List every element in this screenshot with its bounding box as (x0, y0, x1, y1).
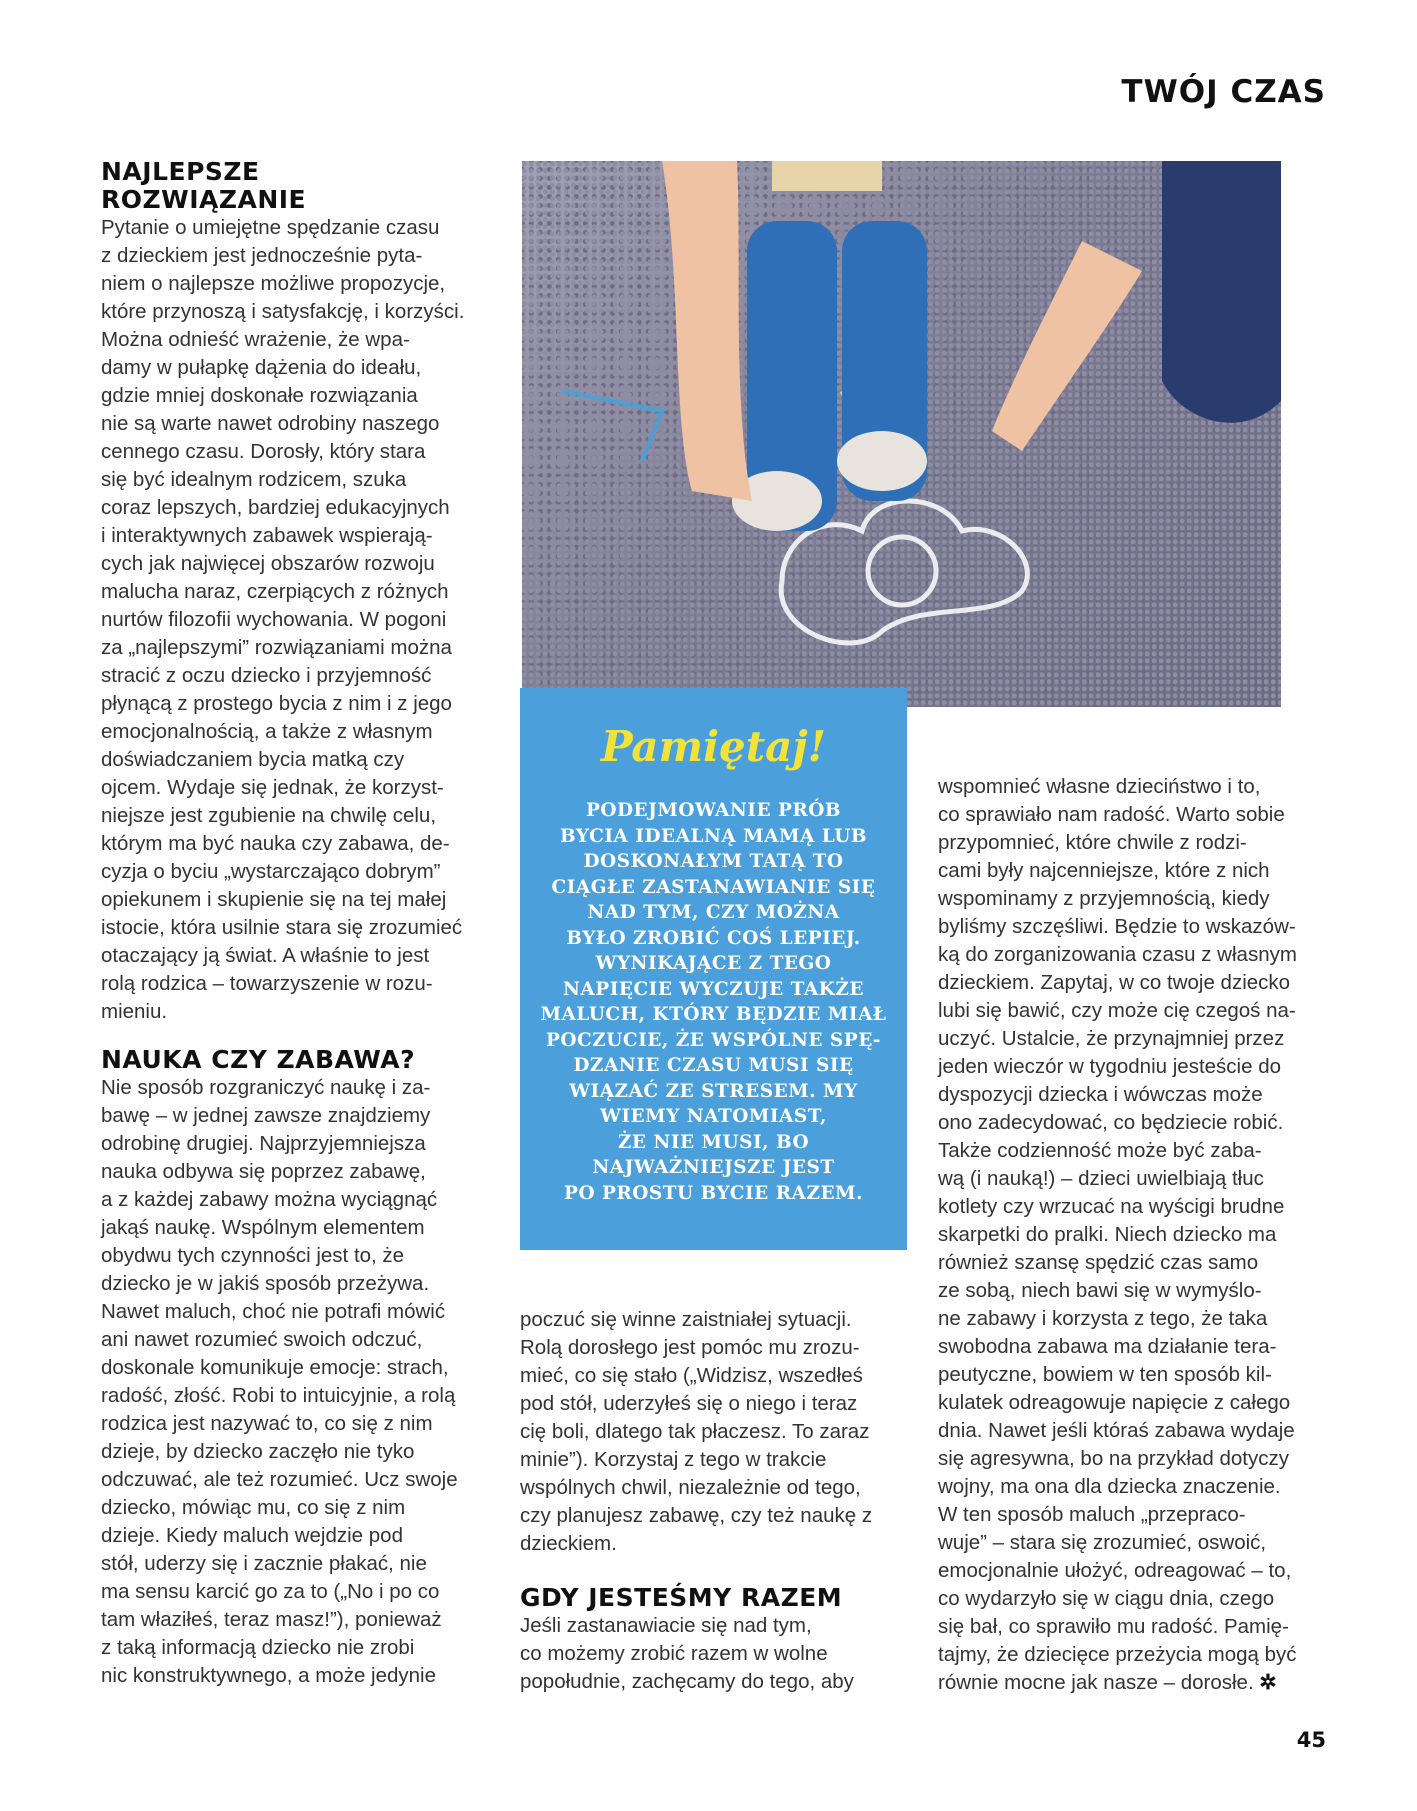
text-line: WIĄZAĆ ZE STRESEM. MY (569, 1080, 858, 1102)
text-line: Można odnieść wrażenie, że wpa- (101, 328, 410, 351)
text-line: ŻE NIE MUSI, BO (617, 1131, 810, 1153)
heading-nauka-czy-zabawa: NAUKA CZY ZABAWA? (101, 1045, 416, 1074)
text-line: CIĄGŁE ZASTANAWIANIE SIĘ (551, 876, 876, 898)
text-line: Rolą dorosłego jest pomóc mu zrozu- (520, 1336, 860, 1359)
text-line: lubi się bawić, czy może cię czegoś na- (938, 999, 1296, 1022)
text-line: DZANIE CZASU MUSI SIĘ (573, 1055, 854, 1076)
heading-gdy-jestesmy-razem: GDY JESTEŚMY RAZEM (520, 1583, 843, 1612)
text-line: dnia. Nawet jeśli któraś zabawa wydaje (938, 1419, 1295, 1442)
text-line: radość, złość. Robi to intuicyjnie, a rolą (101, 1384, 456, 1407)
column-2 (520, 1306, 910, 1696)
text-line: emocjonalnością, a także z własnym (101, 720, 433, 743)
callout-title: Pamiętaj! (600, 722, 827, 771)
text-line: BYCIA IDEALNĄ MAMĄ LUB (559, 825, 868, 847)
text-line: się bał, co sprawiło mu radość. Pamię- (938, 1615, 1289, 1638)
text-line: Pytanie o umiejętne spędzanie czasu (101, 216, 440, 239)
text-line: wuje” – stara się zrozumieć, oswoić, (938, 1531, 1267, 1554)
text-line: które przynoszą i satysfakcję, i korzyści. (101, 300, 465, 323)
text-line: istocie, która usilnie stara się zrozumieć (101, 916, 463, 939)
text-line: i interaktywnych zabawek wspierają- (101, 524, 433, 547)
paragraph-col2-continuation (520, 1306, 910, 1558)
text-line: którym ma być nauka czy zabawa, de- (101, 832, 450, 855)
text-line: swobodna zabawa ma działanie tera- (938, 1335, 1277, 1358)
text-line: doświadczaniem bycia matką czy (101, 748, 405, 771)
text-line: z taką informacją dziecko nie zrobi (101, 1636, 415, 1659)
text-line: przypomnieć, które chwile z rodzi- (938, 831, 1247, 854)
text-line: mieć, co się stało („Widzisz, wszedłeś (520, 1364, 863, 1387)
text-line: NAPIĘCIE WYCZUJE TAKŻE (563, 978, 864, 1000)
text-line: damy w pułapkę dążenia do ideału, (101, 356, 422, 379)
text-line: mieniu. (101, 1000, 168, 1023)
text-line: minie”). Korzystaj z tego w trakcie (520, 1448, 827, 1471)
text-line: popołudnie, zachęcamy do tego, aby (520, 1670, 854, 1693)
text-line: co sprawiało nam radość. Warto sobie (938, 803, 1285, 826)
text-line: dzieckiem. Zapytaj, w co twoje dziecko (938, 971, 1291, 994)
text-line: PO PROSTU BYCIE RAZEM. (564, 1182, 863, 1204)
text-line: Jeśli zastanawiacie się nad tym, (520, 1614, 812, 1637)
text-line: odczuwać, ale też rozumieć. Ucz swoje (101, 1468, 458, 1491)
text-line: ma sensu karcić go za to („No i po co (101, 1580, 440, 1603)
text-line: poczuć się winne zaistniałej sytuacji. (520, 1308, 852, 1331)
text-line: płynącą z prostego bycia z nim i z jego (101, 692, 452, 715)
text-line: cyzja o byciu „wystarczająco dobrym” (101, 860, 441, 883)
text-line: otaczający ją świat. A właśnie to jest (101, 944, 430, 967)
text-line: dzieckiem. (520, 1532, 617, 1555)
text-line: Nie sposób rozgraniczyć naukę i za- (101, 1076, 431, 1099)
text-line: cych jak najwięcej obszarów rozwoju (101, 552, 435, 575)
text-line: pod stół, uderzyłeś się o niego i teraz (520, 1392, 858, 1415)
text-line: z dzieckiem jest jednocześnie pyta- (101, 244, 423, 267)
end-of-article-mark-icon: ✲ (1253, 1671, 1277, 1694)
text-line: nie są warte nawet odrobiny naszego (101, 412, 440, 435)
text-line: się agresywna, bo na przykład dotyczy (938, 1447, 1289, 1470)
text-line: byliśmy szczęśliwi. Będzie to wskazów- (938, 915, 1296, 938)
text-line: WIEMY NATOMIAST, (600, 1106, 827, 1127)
text-line: dziecko, mówiąc mu, co się z nim (101, 1496, 406, 1519)
text-line: cię boli, dlatego tak płaczesz. To zaraz (520, 1420, 870, 1443)
text-line: ojcem. Wydaje się jednak, że korzyst- (101, 776, 444, 799)
text-line: co możemy zrobić razem w wolne (520, 1642, 828, 1665)
text-line: uczyć. Ustalcie, że przynajmniej przez (938, 1027, 1285, 1050)
column-3 (938, 773, 1330, 1697)
children-chalk-drawing-photo (522, 161, 1281, 707)
section-title: TWÓJ CZAS (1121, 74, 1326, 110)
text-line: czy planujesz zabawę, czy też naukę z (520, 1504, 873, 1527)
text-line: wspominamy z przyjemnością, kiedy (938, 887, 1270, 910)
text-line: peutyczne, bowiem w ten sposób kil- (938, 1363, 1272, 1386)
text-line: równie mocne jak nasze – dorosłe. ✲ (938, 1671, 1277, 1694)
text-line: niem o najlepsze możliwe propozycje, (101, 272, 446, 295)
text-line: za „najlepszymi” rozwiązaniami można (101, 636, 452, 659)
text-line: ono zadecydować, co będziecie robić. (938, 1111, 1284, 1134)
text-line: nurtów filozofii wychowania. W pogoni (101, 608, 447, 631)
text-line: kulatek odreagowuje napięcie z całego (938, 1391, 1291, 1414)
text-line: cami były najcenniejsze, które z nich (938, 859, 1270, 882)
text-line: MALUCH, KTÓRY BĘDZIE MIAŁ (540, 1004, 887, 1025)
text-line: rolą rodzica – towarzyszenie w rozu- (101, 972, 433, 995)
text-line: tajmy, że dziecięce przeżycia mogą być (938, 1643, 1297, 1666)
text-line: kotlety czy wrzucać na wyścigi brudne (938, 1195, 1285, 1218)
paragraph-col3 (938, 773, 1330, 1697)
text-line: gdzie mniej doskonałe rozwiązania (101, 384, 418, 407)
text-line: coraz lepszych, bardziej edukacyjnych (101, 496, 450, 519)
paragraph-gdy-jestesmy-razem (520, 1612, 910, 1696)
text-line: dzieje, by dziecko zaczęło nie tyko (101, 1440, 415, 1463)
heading-line: NAJLEPSZE (101, 157, 260, 186)
text-line: dziecko je w jakiś sposób przeżywa. (101, 1272, 430, 1295)
text-line: Nawet maluch, choć nie potrafi mówić (101, 1300, 446, 1323)
text-line: W ten sposób maluch „przepraco- (938, 1503, 1246, 1526)
column-1 (101, 158, 493, 1690)
text-line: malucha naraz, czerpiących z różnych (101, 580, 449, 603)
text-line: emocjonalnie ułożyć, odreagować – to, (938, 1559, 1292, 1582)
text-line: stracić z oczu dziecko i przyjemność (101, 664, 432, 687)
remember-callout-box (520, 688, 907, 1250)
heading-line: ROZWIĄZANIE (101, 185, 307, 214)
text-line: bawę – w jednej zawsze znajdziemy (101, 1104, 431, 1127)
text-line: dyspozycji dziecka i wówczas może (938, 1083, 1263, 1106)
text-line: stół, uderzy się i zacznie płakać, nie (101, 1552, 427, 1575)
text-line: obydwu tych czynności jest to, że (101, 1244, 405, 1267)
text-line: ze sobą, niech bawi się w wymyślo- (938, 1279, 1262, 1302)
text-line: opiekunem i skupienie się na tej małej (101, 888, 447, 911)
photo-illustration (522, 161, 1281, 707)
text-line: ani nawet rozumieć swoich odczuć, (101, 1328, 423, 1351)
text-line: BYŁO ZROBIĆ COŚ LEPIEJ. (566, 927, 861, 949)
text-line: doskonale komunikuje emocje: strach, (101, 1356, 449, 1379)
text-line: wspomnieć własne dzieciństwo i to, (938, 775, 1261, 798)
text-line: nic konstruktywnego, a może jedynie (101, 1664, 437, 1687)
text-line: wspólnych chwil, niezależnie od tego, (520, 1476, 861, 1499)
text-line: co wydarzyło się w ciągu dnia, czego (938, 1587, 1275, 1610)
text-line: wą (i nauką!) – dzieci uwielbiają tłuc (938, 1167, 1264, 1190)
text-line: POCZUCIE, ŻE WSPÓLNE SPĘ- (546, 1029, 881, 1051)
text-line: ką do zorganizowania czasu z własnym (938, 943, 1297, 966)
text-line: jakąś naukę. Wspólnym elementem (101, 1216, 425, 1239)
text-line: rodzica jest nazywać to, co się z nim (101, 1412, 433, 1435)
text-line: również szansę spędzić czas samo (938, 1251, 1259, 1274)
text-line: skarpetki do pralki. Niech dziecko ma (938, 1223, 1277, 1246)
text-line: Także codzienność może być zaba- (938, 1139, 1262, 1162)
paragraph-nauka (101, 1074, 493, 1690)
page-number: 45 (1296, 1728, 1326, 1752)
text-line: nauka odbywa się poprzez zabawę, (101, 1160, 426, 1183)
text-line: WYNIKAJĄCE Z TEGO (595, 953, 832, 974)
text-line: PODEJMOWANIE PRÓB (585, 800, 842, 821)
text-line: odrobinę drugiej. Najprzyjemniejsza (101, 1132, 426, 1155)
text-line: się być idealnym rodzicem, szuka (101, 468, 407, 491)
paragraph-najlepsze (101, 214, 493, 1026)
callout-text (520, 798, 907, 1206)
text-line: DOSKONAŁYM TATĄ TO (583, 851, 844, 872)
text-line: ne zabawy i korzysta z tego, że taka (938, 1307, 1268, 1330)
text-line: jeden wieczór w tygodniu jesteście do (938, 1055, 1281, 1078)
text-line: NAD TYM, CZY MOŻNA (587, 902, 840, 923)
text-line: NAJWAŻNIEJSZE JEST (592, 1157, 835, 1178)
text-line: cennego czasu. Dorosły, który stara (101, 440, 426, 463)
heading-najlepsze-rozwiazanie (101, 158, 493, 214)
text-line: niejsze jest zgubienie na chwilę celu, (101, 804, 437, 827)
text-line: wojny, ma ona dla dziecka znaczenie. (938, 1475, 1281, 1498)
text-line: a z każdej zabawy można wyciągnąć (101, 1188, 438, 1211)
text-line: dzieje. Kiedy maluch wejdzie pod (101, 1524, 403, 1547)
text-line: tam właziłeś, teraz masz!”), ponieważ (101, 1608, 442, 1631)
